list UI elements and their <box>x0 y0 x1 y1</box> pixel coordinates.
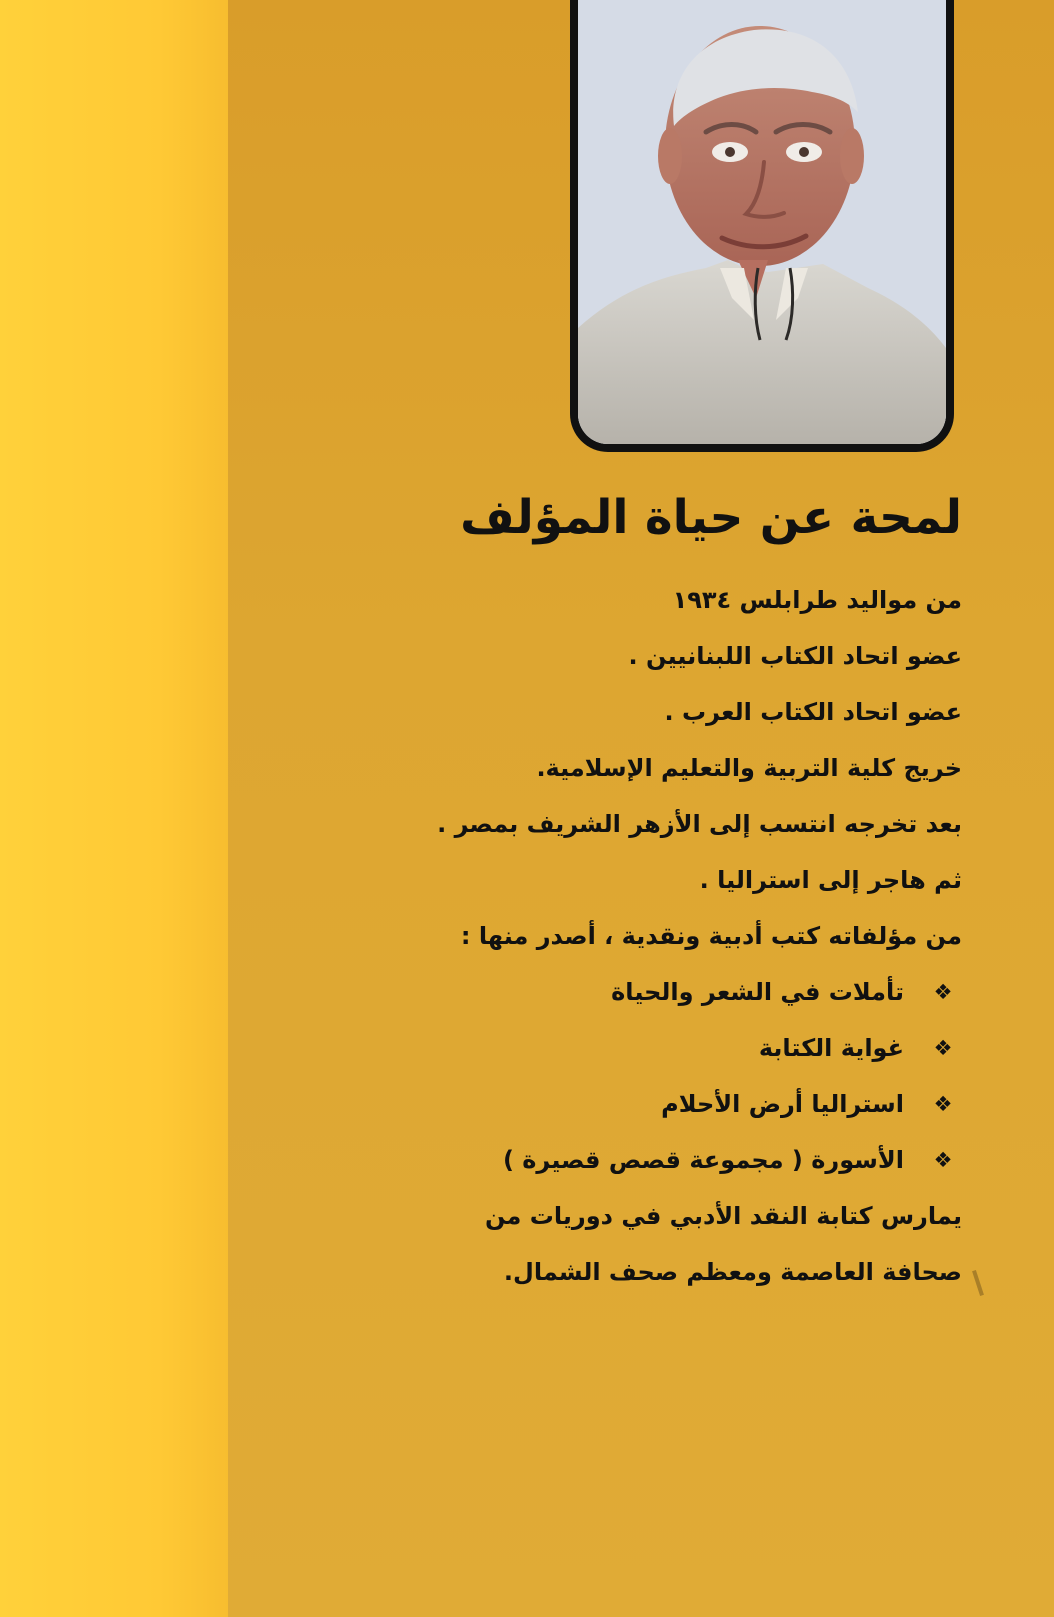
ornament-bullet-icon: ❖ <box>933 1148 953 1172</box>
bio-closing-line-2: صحافة العاصمة ومعظم صحف الشمال. <box>503 1258 962 1286</box>
publication-item <box>282 1076 962 1132</box>
publication-item <box>282 1132 962 1188</box>
publication-title: استراليا أرض الأحلام <box>661 1090 904 1118</box>
publication-title: الأسورة ( مجموعة قصص قصيرة ) <box>502 1146 904 1174</box>
publications-list <box>282 964 962 1188</box>
author-photo <box>578 0 946 444</box>
author-bio-content <box>282 572 962 1300</box>
bio-line-publications-intro: من مؤلفاته كتب أدبية ونقدية ، أصدر منها : <box>460 922 962 950</box>
bio-line-lebanese-writers-union: عضو اتحاد الكتاب اللبنانيين . <box>628 642 962 670</box>
left-spine <box>0 0 228 1617</box>
publication-item <box>282 1020 962 1076</box>
bio-line-arab-writers-union: عضو اتحاد الكتاب العرب . <box>664 698 962 726</box>
publication-item <box>282 964 962 1020</box>
bio-line-birth: من مواليد طرابلس ١٩٣٤ <box>672 586 962 614</box>
bio-line-graduation: خريج كلية التربية والتعليم الإسلامية. <box>536 754 962 782</box>
author-portrait-illustration <box>578 0 946 444</box>
ornament-bullet-icon: ❖ <box>933 1092 953 1116</box>
author-bio-title: لمحة عن حياة المؤلف <box>460 490 962 545</box>
ornament-bullet-icon: ❖ <box>933 980 953 1004</box>
bio-line-azhar: بعد تخرجه انتسب إلى الأزهر الشريف بمصر . <box>437 810 962 838</box>
author-photo-frame <box>570 0 954 452</box>
bio-line-australia: ثم هاجر إلى استراليا . <box>699 866 962 894</box>
publication-title: غواية الكتابة <box>758 1034 904 1062</box>
ornament-bullet-icon: ❖ <box>933 1036 953 1060</box>
bio-closing-line-1: يمارس كتابة النقد الأدبي في دوريات من <box>484 1202 962 1230</box>
publication-title: تأملات في الشعر والحياة <box>611 978 904 1006</box>
